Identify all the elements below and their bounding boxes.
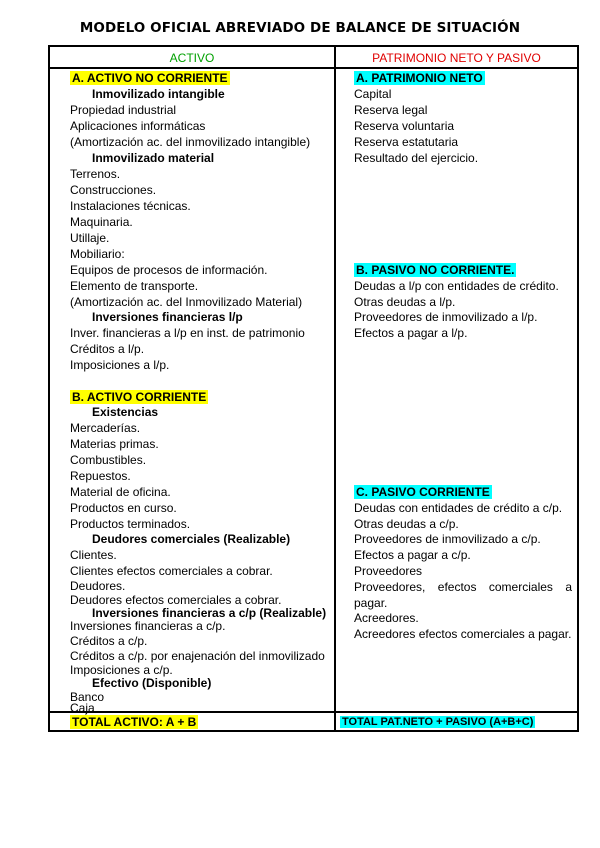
list-item: Proveedores, efectos comerciales a pagar. <box>354 580 572 610</box>
list-item: Combustibles. <box>70 453 147 467</box>
list-item: Imposiciones a c/p. <box>70 663 173 677</box>
list-item: Deudas a l/p con entidades de crédito. <box>354 279 559 293</box>
list-item: Reserva legal <box>354 103 428 117</box>
list-item: Mercaderías. <box>70 421 141 435</box>
list-item: Capital <box>354 87 392 101</box>
list-item: Deudores efectos comerciales a cobrar. <box>70 593 282 607</box>
total-pasivo: TOTAL PAT.NETO + PASIVO (A+B+C) <box>342 716 534 728</box>
list-item: Proveedores <box>354 564 423 578</box>
group-inversiones-financieras-lp: Inversiones financieras l/p <box>92 310 243 324</box>
list-item: Caja <box>70 701 95 715</box>
list-item: Terrenos. <box>70 167 121 181</box>
group-efectivo: Efectivo (Disponible) <box>92 676 212 690</box>
list-item: Instalaciones técnicas. <box>70 199 191 213</box>
list-item: Mobiliario: <box>70 247 125 261</box>
list-item: Otras deudas a c/p. <box>354 517 459 531</box>
list-item: Material de oficina. <box>70 485 171 499</box>
list-item: Aplicaciones informáticas <box>70 119 206 133</box>
list-item: Elemento de transporte. <box>70 279 199 293</box>
list-item: Acreedores. <box>354 611 419 625</box>
page-title: MODELO OFICIAL ABREVIADO DE BALANCE DE SITUACIÓN <box>79 20 521 36</box>
section-activo-no-corriente: A. ACTIVO NO CORRIENTE <box>72 71 228 85</box>
pasivo-column <box>336 47 577 730</box>
list-item: Materias primas. <box>70 437 159 451</box>
balance-table <box>48 45 579 732</box>
list-item: Productos terminados. <box>70 517 191 531</box>
list-item: Imposiciones a l/p. <box>70 358 170 372</box>
list-item: Propiedad industrial <box>70 103 177 117</box>
group-existencias: Existencias <box>92 405 159 419</box>
activo-column <box>50 47 334 730</box>
list-item: Proveedores de inmovilizado a l/p. <box>354 310 538 324</box>
list-item: Inver. financieras a l/p en inst. de patrimonio <box>70 326 305 340</box>
pasivo-header: PATRIMONIO NETO Y PASIVO <box>372 51 541 65</box>
list-item: Resultado del ejercicio. <box>354 151 479 165</box>
list-item: (Amortización ac. del Inmovilizado Material) <box>70 295 303 309</box>
group-inmovilizado-intangible: Inmovilizado intangible <box>92 87 225 101</box>
list-item: Banco <box>70 690 105 704</box>
list-item: Proveedores de inmovilizado a c/p. <box>354 532 541 546</box>
section-pasivo-no-corriente: B. PASIVO NO CORRIENTE. <box>356 263 515 277</box>
total-activo: TOTAL ACTIVO: A + B <box>72 715 197 729</box>
list-item: Productos en curso. <box>70 501 177 515</box>
activo-header: ACTIVO <box>169 51 215 65</box>
list-item: Efectos a pagar a c/p. <box>354 548 471 562</box>
list-item: Reserva voluntaria <box>354 119 455 133</box>
list-item: Maquinaria. <box>70 215 133 229</box>
list-item: Créditos a c/p. <box>70 634 148 648</box>
list-item: Deudores. <box>70 579 126 593</box>
list-item: Deudas con entidades de crédito a c/p. <box>354 501 563 515</box>
list-item: (Amortización ac. del inmovilizado intangible) <box>70 135 311 149</box>
group-deudores-comerciales: Deudores comerciales (Realizable) <box>92 532 291 546</box>
list-item: Clientes. <box>70 548 117 562</box>
section-pasivo-corriente: C. PASIVO CORRIENTE <box>356 485 490 499</box>
list-item: Construcciones. <box>70 183 157 197</box>
group-inmovilizado-material: Inmovilizado material <box>92 151 215 165</box>
list-item: Equipos de procesos de información. <box>70 263 268 277</box>
section-activo-corriente: B. ACTIVO CORRIENTE <box>72 390 207 404</box>
list-item: Acreedores efectos comerciales a pagar. <box>354 627 572 641</box>
list-item: Clientes efectos comerciales a cobrar. <box>70 564 273 578</box>
list-item: Utillaje. <box>70 231 110 245</box>
list-item: Inversiones financieras a c/p. <box>70 619 226 633</box>
list-item: Reserva estatutaria <box>354 135 459 149</box>
list-item: Efectos a pagar a l/p. <box>354 326 468 340</box>
section-patrimonio-neto: A. PATRIMONIO NETO <box>356 71 483 85</box>
list-item: Créditos a c/p. por enajenación del inmovilizado <box>70 649 325 663</box>
list-item: Créditos a l/p. <box>70 342 145 356</box>
list-item: Otras deudas a l/p. <box>354 295 456 309</box>
list-item: Repuestos. <box>70 469 131 483</box>
group-inversiones-financieras-cp: Inversiones financieras a c/p (Realizable) <box>92 606 327 620</box>
